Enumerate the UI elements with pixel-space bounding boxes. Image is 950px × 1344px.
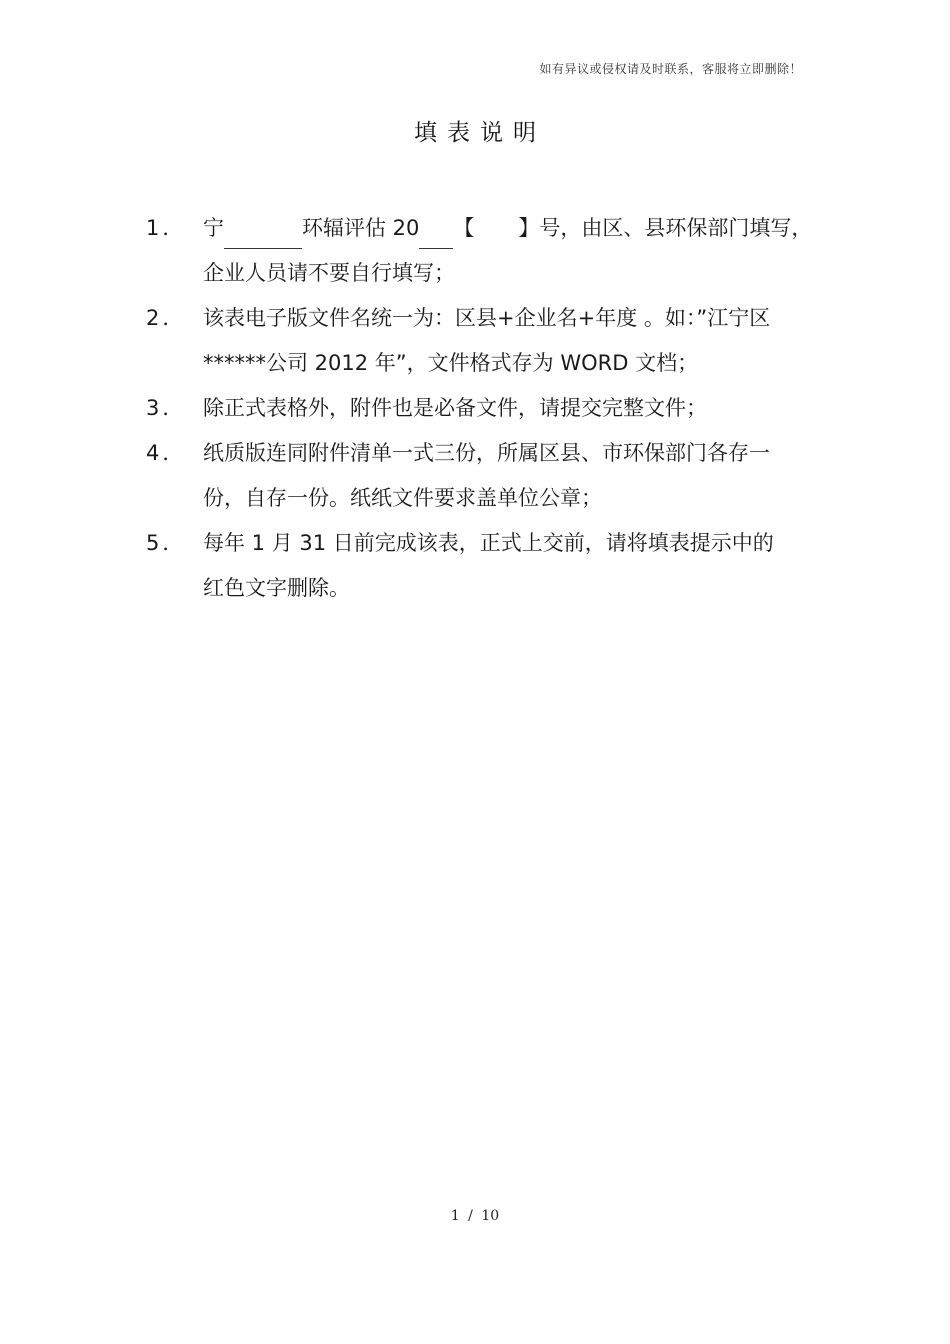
instruction-line: 红色文字删除。 bbox=[203, 576, 350, 600]
fill-in-blank bbox=[419, 213, 453, 235]
instruction-line: 每年 1 月 31 日前完成该表，正式上交前，请将填表提示中的 bbox=[203, 531, 774, 555]
instruction-line: 企业人员请不要自行填写； bbox=[203, 261, 455, 285]
item-number: 5． bbox=[146, 531, 187, 555]
instruction-list bbox=[146, 206, 826, 611]
fill-in-blank bbox=[224, 213, 302, 235]
instruction-line bbox=[203, 206, 826, 251]
instruction-item-2 bbox=[146, 296, 826, 386]
page-indicator: 1 / 10 bbox=[450, 1208, 500, 1224]
instruction-line: 纸质版连同附件清单一式三份，所属区县、市环保部门各存一 bbox=[203, 441, 770, 465]
item-number: 4． bbox=[146, 441, 187, 465]
text-segment: 【 bbox=[453, 216, 475, 240]
instruction-line: 该表电子版文件名统一为：区县+企业名+年度 。如：”江宁区 bbox=[203, 306, 771, 330]
instruction-item-5 bbox=[146, 521, 826, 611]
item-number: 2． bbox=[146, 306, 187, 330]
page-header-notice: 如有异议或侵权请及时联系，客服将立即删除！ bbox=[539, 62, 802, 76]
instruction-line: 份，自存一份。纸纸文件要求盖单位公章； bbox=[203, 486, 602, 510]
instruction-item-3 bbox=[146, 386, 826, 431]
instruction-item-4 bbox=[146, 431, 826, 521]
instruction-item-1 bbox=[146, 206, 826, 296]
text-segment: 】号，由区、县环保部门填写， bbox=[518, 216, 813, 240]
instruction-line: ******公司 2012 年”，文件格式存为 WORD 文档； bbox=[203, 351, 699, 375]
item-number: 1． bbox=[146, 216, 187, 240]
text-segment: 宁 bbox=[203, 216, 224, 240]
document-title: 填表说明 bbox=[414, 120, 546, 146]
text-segment: 环辐评估 20 bbox=[302, 216, 420, 240]
item-number: 3． bbox=[146, 396, 187, 420]
instruction-line: 除正式表格外，附件也是必备文件，请提交完整文件； bbox=[203, 396, 707, 420]
